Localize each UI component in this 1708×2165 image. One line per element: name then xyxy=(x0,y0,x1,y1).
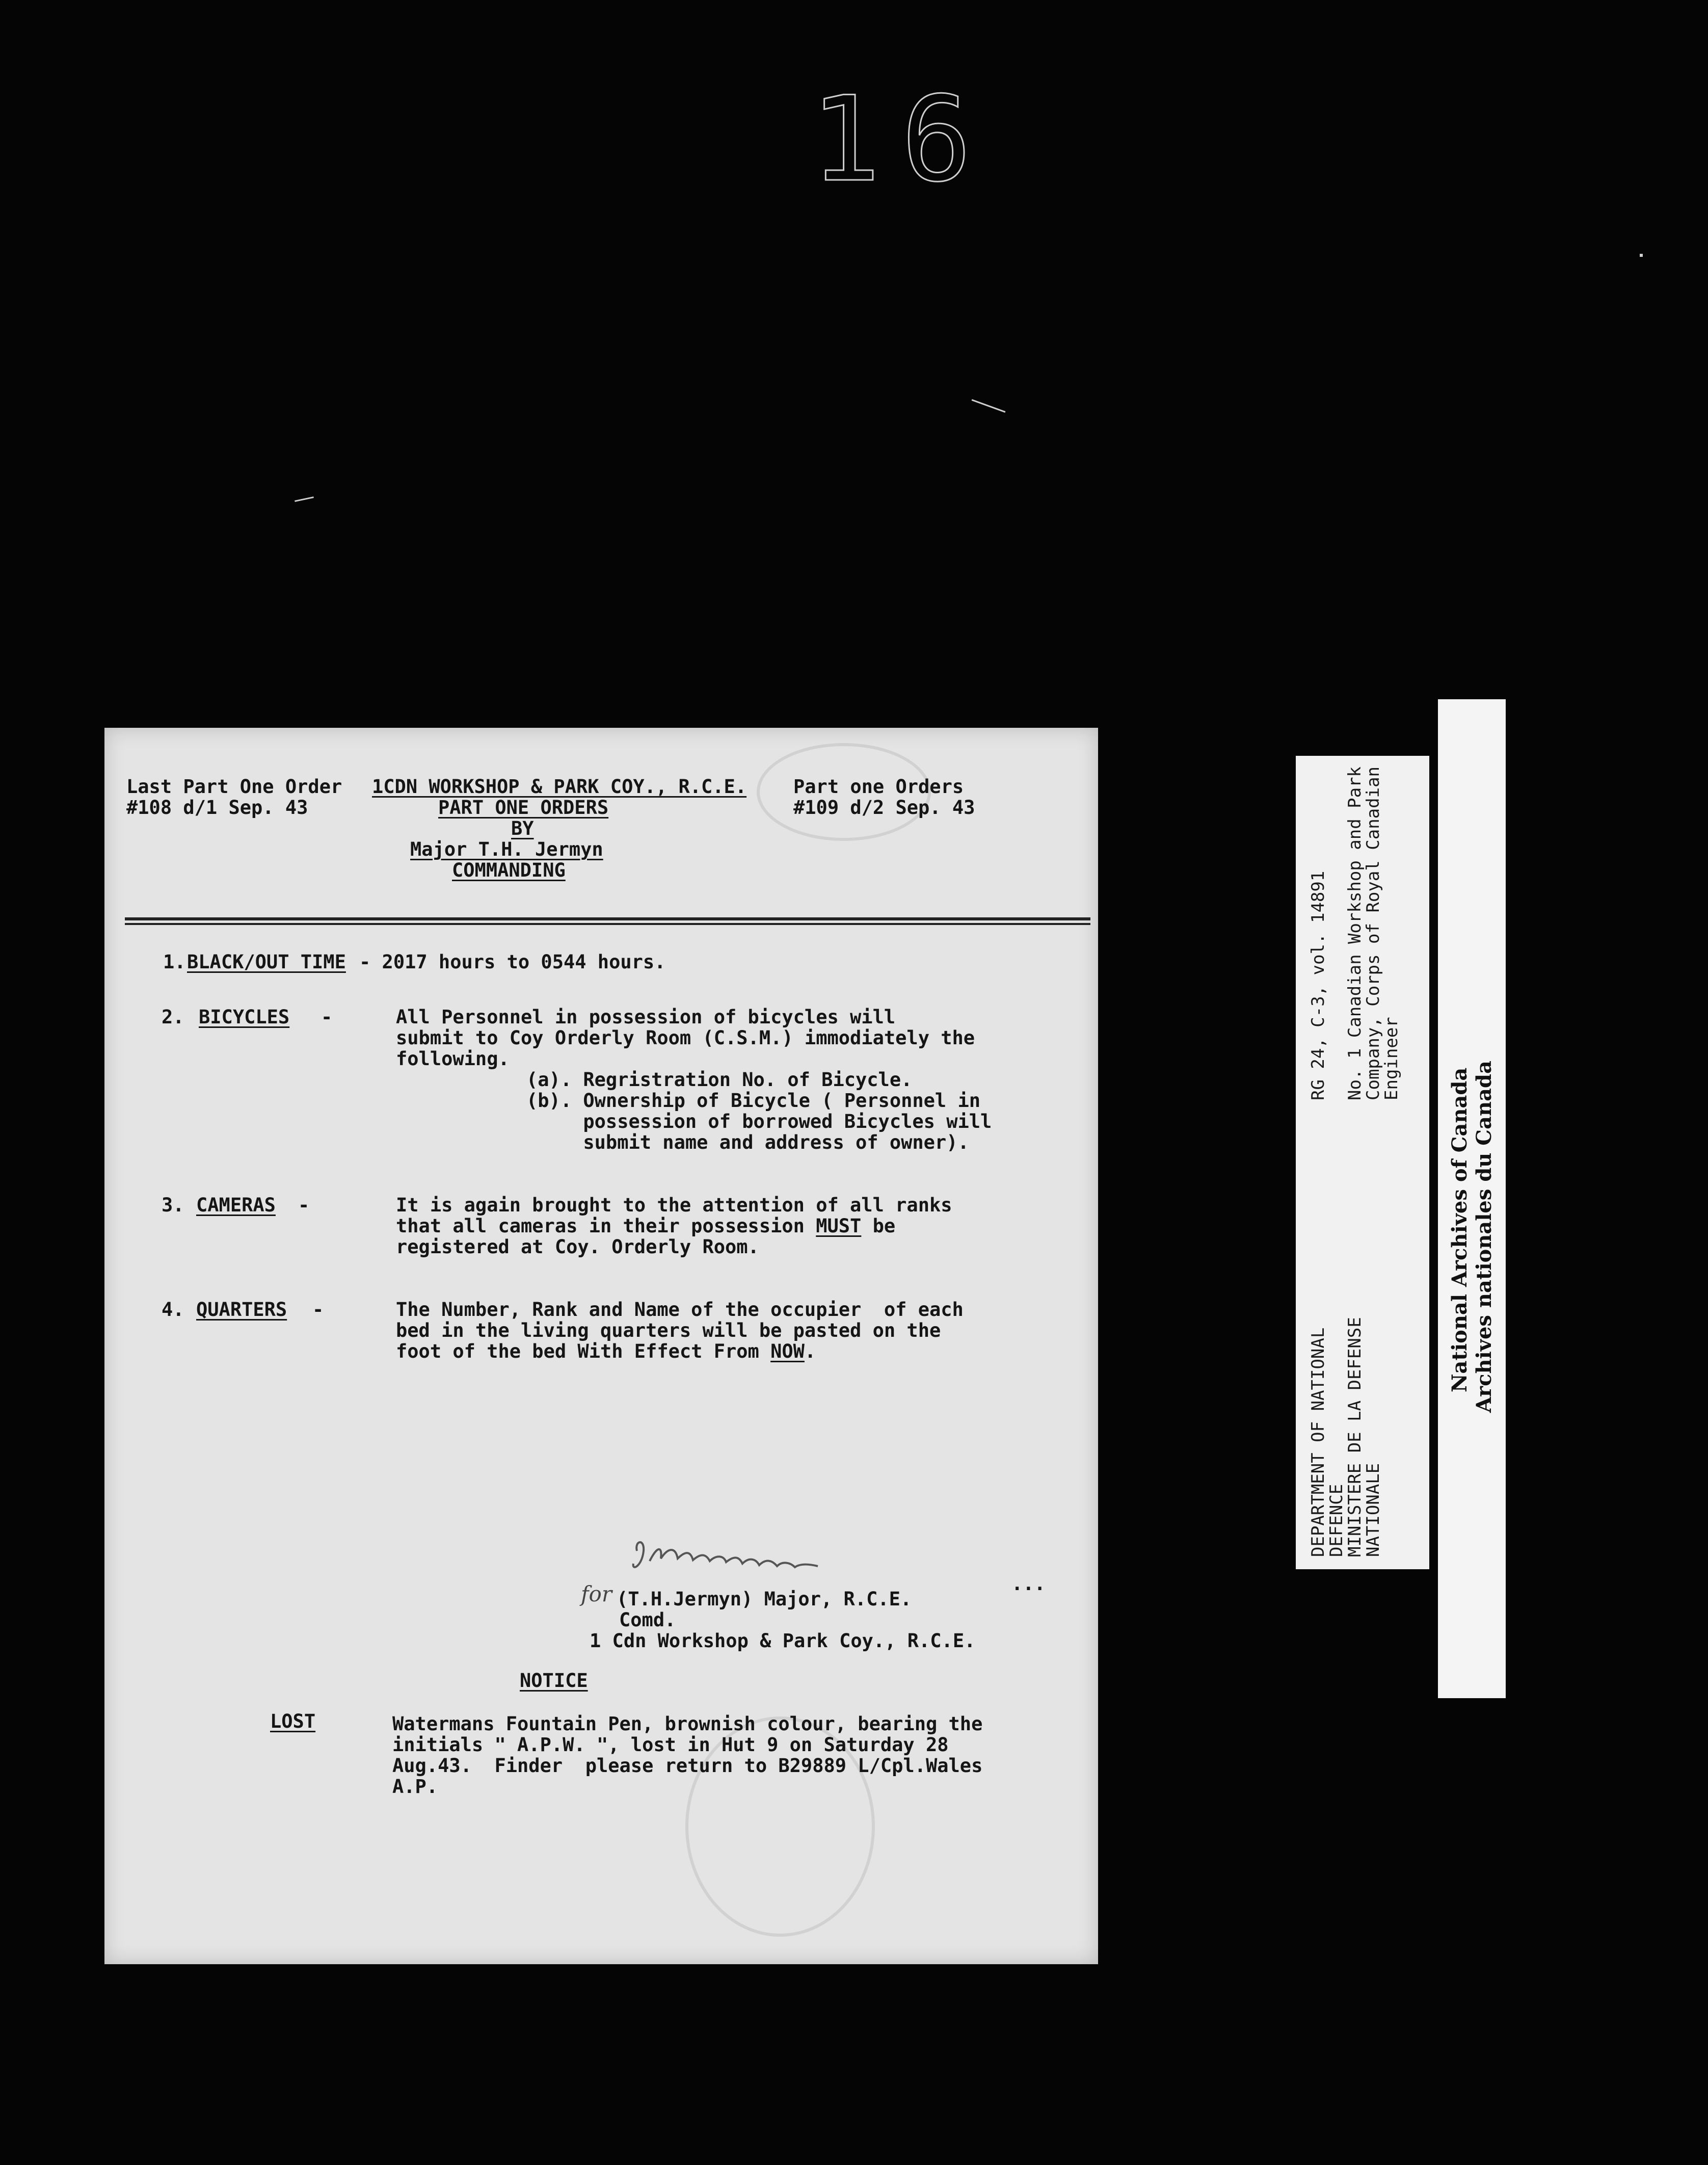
notice-text: Aug.43. Finder please return to B29889 L/Cpl.Wales xyxy=(392,1755,983,1777)
reference-number: RG 24, C-3, vol. 14891 xyxy=(1308,870,1328,1100)
notice-label-lost: LOST xyxy=(270,1710,316,1732)
signature-comd: Comd. xyxy=(619,1609,676,1631)
quarters-text xyxy=(396,1341,816,1362)
film-scratch xyxy=(972,399,1006,413)
archive-reference-label xyxy=(1296,756,1429,1569)
officer-name: Major T.H. Jermyn xyxy=(410,838,603,860)
dept-line: DEFENCE xyxy=(1326,1484,1347,1557)
bicycles-text: All Personnel in possession of bicycles will xyxy=(396,1006,896,1028)
quarters-text-a: foot of the bed With Effect From xyxy=(396,1340,771,1362)
item-title-bicycles: BICYCLES xyxy=(199,1006,290,1028)
previous-order-ref: #108 d/1 Sep. 43 xyxy=(126,797,308,819)
bicycles-subitem: (a). Regristration No. of Bicycle. xyxy=(526,1069,913,1091)
archives-name-fr: Archives nationales du Canada xyxy=(1472,1061,1496,1413)
blackout-time-text: - 2017 hours to 0544 hours. xyxy=(359,951,666,973)
item-title-quarters: QUARTERS xyxy=(196,1299,287,1321)
signature-unit: 1 Cdn Workshop & Park Coy., R.C.E. xyxy=(590,1630,976,1652)
bicycles-subitem: submit name and address of owner). xyxy=(526,1131,969,1153)
cameras-emphasis: MUST xyxy=(816,1215,862,1237)
item-number: 2. xyxy=(162,1006,184,1028)
cameras-text-a: that all cameras in their possession xyxy=(396,1215,816,1237)
notice-text: initials " A.P.W. ", lost in Hut 9 on Saturday 28 xyxy=(392,1734,949,1756)
item-dash: - xyxy=(321,1006,333,1028)
item-dash: - xyxy=(298,1194,310,1216)
by-label: BY xyxy=(511,817,534,839)
orders-title: PART ONE ORDERS xyxy=(438,797,609,819)
item-number: 4. xyxy=(162,1299,184,1321)
current-order-ref: #109 d/2 Sep. 43 xyxy=(793,797,975,819)
description-line: Company, Corps of Royal Canadian xyxy=(1363,766,1383,1100)
signature-for: for xyxy=(581,1581,612,1606)
signature-dots: ... xyxy=(1011,1573,1046,1595)
item-title-blackout: BLACK/OUT TIME xyxy=(187,951,346,973)
handwritten-signature xyxy=(629,1536,823,1581)
unit-name: 1CDN WORKSHOP & PARK COY., R.C.E. xyxy=(372,776,747,798)
item-dash: - xyxy=(312,1299,324,1321)
double-rule xyxy=(125,923,1090,925)
notice-heading: NOTICE xyxy=(520,1670,588,1692)
film-speck xyxy=(1640,254,1643,257)
frame-number: 16 xyxy=(810,72,992,208)
previous-order-label: Last Part One Order xyxy=(126,776,342,798)
quarters-text: The Number, Rank and Name of the occupier of each xyxy=(396,1299,964,1321)
dept-line: DEPARTMENT OF NATIONAL xyxy=(1308,1327,1328,1557)
bicycles-text: following. xyxy=(396,1048,510,1070)
quarters-text-b: . xyxy=(804,1340,816,1362)
dept-line: MINISTERE DE LA DEFENSE xyxy=(1345,1317,1365,1557)
item-title-cameras: CAMERAS xyxy=(196,1194,276,1216)
cameras-text-b: be xyxy=(861,1215,896,1237)
description-line: Engineer xyxy=(1381,1017,1402,1100)
signature-name: (T.H.Jermyn) Major, R.C.E. xyxy=(617,1588,912,1610)
officer-role: COMMANDING xyxy=(452,859,566,881)
film-scratch xyxy=(295,496,314,502)
item-number: 1. xyxy=(163,951,186,973)
orders-document xyxy=(104,728,1098,1964)
item-number: 3. xyxy=(162,1194,184,1216)
cameras-text xyxy=(396,1216,895,1236)
cameras-text: registered at Coy. Orderly Room. xyxy=(396,1236,759,1258)
cameras-text: It is again brought to the attention of all ranks xyxy=(396,1194,952,1216)
quarters-emphasis: NOW xyxy=(770,1340,805,1362)
archives-name-en: National Archives of Canada xyxy=(1448,1067,1472,1392)
description-line: No. 1 Canadian Workshop and Park xyxy=(1345,766,1365,1100)
current-order-label: Part one Orders xyxy=(793,776,964,798)
bicycles-subitem: possession of borrowed Bicycles will xyxy=(526,1111,992,1132)
notice-text: Watermans Fountain Pen, brownish colour, bearing the xyxy=(392,1713,983,1735)
double-rule xyxy=(125,917,1090,920)
quarters-text: bed in the living quarters will be pasted on the xyxy=(396,1319,941,1341)
bicycles-subitem: (b). Ownership of Bicycle ( Personnel in xyxy=(526,1090,981,1112)
bicycles-text: submit to Coy Orderly Room (C.S.M.) immodiately the xyxy=(396,1027,975,1049)
national-archives-strip xyxy=(1438,699,1506,1698)
dept-line: NATIONALE xyxy=(1363,1463,1383,1557)
notice-text: A.P. xyxy=(392,1776,438,1798)
